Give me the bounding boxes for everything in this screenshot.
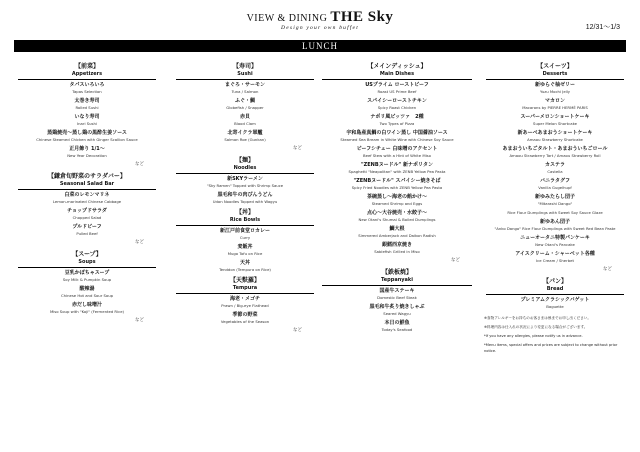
item-name-jp: マカロン bbox=[544, 98, 565, 104]
item-name-en: Steamed Sea Bream in White Wine with Chinese Soy Sauce bbox=[340, 137, 454, 142]
section-title: 【鎌倉旬野菜のサラダバー】 bbox=[48, 173, 126, 180]
logo-main: THE Sky bbox=[330, 9, 394, 25]
etc-label: など bbox=[293, 146, 302, 151]
menu-item bbox=[480, 194, 630, 206]
item-name-en: Soy Milk & Pumpkin Soup bbox=[62, 277, 112, 282]
menu-item bbox=[170, 260, 320, 272]
item-name-jp: 海老・メゴチ bbox=[229, 296, 260, 302]
menu-item bbox=[316, 162, 478, 174]
item-name-en: Seared Wagyu bbox=[383, 311, 411, 316]
section-divider bbox=[486, 294, 624, 295]
menu-section bbox=[170, 209, 320, 272]
section-title: 【丼】 bbox=[235, 209, 254, 216]
item-name-en: Steamed Shrimp and Eggs bbox=[371, 201, 423, 206]
item-name-en: Mugo Tofu on Rice bbox=[227, 251, 263, 256]
item-name-jp: 太巻き寿司 bbox=[74, 98, 100, 104]
item-name-en: Tapas Selection bbox=[72, 89, 102, 94]
item-name-en: Spicy Fried Noodles with ZENB Yellow Pea Pasta bbox=[351, 185, 443, 190]
item-name-en: "Sky Ramen" Topped with Shrimp Sauce bbox=[206, 183, 284, 188]
logo-tagline: Design your own buffet bbox=[281, 25, 359, 31]
item-name-en: Domestic Beef Steak bbox=[377, 295, 417, 300]
menu-column-2 bbox=[170, 60, 320, 339]
item-name-jp: 新江戸前食堂ロカレー bbox=[219, 228, 270, 234]
etc-label: など bbox=[293, 328, 302, 333]
item-name-en: New Otani's Pancake bbox=[535, 242, 575, 247]
menu-section bbox=[480, 278, 630, 309]
item-name-jp: 新あーべあまおうショートケーキ bbox=[517, 130, 593, 136]
item-name-en: Amaou Strawberry Shortcake bbox=[527, 137, 583, 142]
item-name-en: Udon Noodles Topped with Wagyu bbox=[212, 199, 278, 204]
section-title: 【天麩羅】 bbox=[229, 277, 260, 284]
menu-item bbox=[480, 210, 630, 215]
menu-item bbox=[480, 251, 630, 263]
item-name-en: New Year Decoration bbox=[67, 153, 107, 158]
section-divider bbox=[322, 79, 472, 80]
menu-item bbox=[170, 312, 320, 324]
menu-item bbox=[170, 244, 320, 256]
section-divider bbox=[176, 293, 314, 294]
menu-section bbox=[480, 63, 630, 273]
menu-item bbox=[12, 146, 162, 158]
item-name-en: Ice Cream / Sherbet bbox=[536, 258, 574, 263]
section-title: 【パン】 bbox=[542, 278, 567, 285]
section-divider bbox=[18, 79, 156, 80]
item-name-en: Two Types of Pizza bbox=[379, 121, 415, 126]
menu-item bbox=[12, 192, 162, 204]
item-name-en: Spaghetti "Neapolitan" with ZENB Yellow Pea Pasta bbox=[348, 169, 446, 174]
menu-item bbox=[316, 242, 478, 254]
item-name-en: Vegetables of the Season bbox=[220, 319, 270, 324]
menu-item bbox=[170, 176, 320, 188]
menu-item bbox=[316, 82, 478, 94]
section-subtitle: Soups bbox=[78, 259, 96, 265]
item-name-en: Macarons by PIERRE HERMÉ PARIS bbox=[522, 105, 588, 110]
section-title: 【スープ】 bbox=[72, 251, 102, 258]
date-range: 12/31～1/3 bbox=[585, 24, 620, 31]
item-name-en: Roast US Prime Beef bbox=[377, 89, 417, 94]
item-name-jp: ナポリ風ピッツァ 2種 bbox=[370, 114, 424, 120]
item-name-en: Castella bbox=[547, 169, 563, 174]
menu-item bbox=[480, 82, 630, 94]
etc-label: など bbox=[135, 240, 144, 245]
menu-item bbox=[316, 320, 478, 332]
menu-item bbox=[316, 114, 478, 126]
section-subtitle: Rice Bowls bbox=[229, 217, 261, 223]
item-name-en: Lemon-marinated Chinese Cabbage bbox=[52, 199, 122, 204]
section-title: 【鉄板焼】 bbox=[381, 269, 412, 276]
menu-section bbox=[316, 63, 478, 264]
menu-item bbox=[170, 228, 320, 240]
section-title: 【メインディッシュ】 bbox=[367, 63, 427, 70]
restaurant-logo bbox=[230, 9, 410, 31]
lunch-banner: LUNCH bbox=[14, 40, 626, 52]
item-name-jp: ふぐ・鯛 bbox=[234, 98, 255, 104]
menu-item bbox=[480, 130, 630, 142]
item-name-jp: スパイシーローストチキン bbox=[367, 98, 427, 104]
item-name-jp: 北寄イクラ軍艦 bbox=[227, 130, 263, 136]
item-name-jp: まぐろ・サーモン bbox=[224, 82, 265, 88]
item-name-en: Chopped Salad bbox=[72, 215, 102, 220]
menu-section bbox=[316, 269, 478, 332]
section-subtitle: Desserts bbox=[542, 71, 568, 77]
item-name-en: Super Melon Shortcake bbox=[533, 121, 577, 126]
menu-item bbox=[170, 130, 320, 142]
item-name-jp: "ZENBヌードル" 新ナポリタン bbox=[361, 162, 433, 168]
item-name-jp: 季節の野菜 bbox=[232, 312, 258, 318]
item-name-en: Beef Stew with a Hint of White Miso bbox=[363, 153, 431, 158]
item-name-jp: 宇和島産真鯛の白ワイン蒸し 中国醤油ソース bbox=[346, 130, 448, 136]
section-divider bbox=[176, 173, 314, 174]
menu-item bbox=[12, 270, 162, 282]
menu-item bbox=[316, 98, 478, 110]
item-name-en: Blood Clam bbox=[234, 121, 256, 126]
menu-section bbox=[12, 251, 162, 324]
item-name-jp: 国産牛ステーキ bbox=[379, 288, 415, 294]
logo-prefix: VIEW & DINING bbox=[246, 13, 328, 24]
section-subtitle: Main Dishes bbox=[379, 71, 415, 77]
item-name-jp: あまおういちごタルト・あまおういちごロール bbox=[502, 146, 608, 152]
menu-item bbox=[316, 288, 478, 300]
etc-label: など bbox=[135, 318, 144, 323]
menu-section bbox=[170, 63, 320, 152]
section-subtitle: Tempura bbox=[232, 285, 258, 291]
section-title: 【前菜】 bbox=[74, 63, 99, 70]
menu-item bbox=[170, 82, 320, 94]
item-name-en: Tuna / Salmon bbox=[231, 89, 259, 94]
item-name-jp: バニラタグフ bbox=[540, 178, 570, 184]
menu-item bbox=[12, 82, 162, 94]
item-name-en: Baguette bbox=[546, 304, 564, 309]
etc-label: など bbox=[451, 258, 460, 263]
menu-item bbox=[12, 130, 162, 142]
item-name-jp: スーパーメロンショートケーキ bbox=[520, 114, 590, 120]
etc-label: など bbox=[603, 267, 612, 272]
menu-item bbox=[316, 304, 478, 316]
item-name-jp: "ZENBヌードル" スパイシー焼きそば bbox=[353, 178, 441, 184]
item-name-en: "Anko Dango" Rice Flour Dumplings with Sweet Red Bean Paste bbox=[494, 226, 616, 231]
menu-item bbox=[480, 114, 630, 126]
section-subtitle: Sushi bbox=[237, 71, 253, 77]
item-name-en: Salmon Roe (Gunkan) bbox=[224, 137, 266, 142]
item-name-jp: 蒸鶏焼売～蒸し鶏の黒酢生姜ソース bbox=[47, 130, 127, 136]
item-name-en: Miso Soup with "Koji" (Fermented Rice) bbox=[49, 309, 125, 314]
item-name-jp: プレミアムクラシックバゲット bbox=[520, 297, 590, 303]
menu-item bbox=[480, 146, 630, 158]
item-name-en: Rolled Sushi bbox=[75, 105, 99, 110]
item-name-jp: 赤貝 bbox=[239, 114, 250, 120]
etc-label: など bbox=[135, 162, 144, 167]
section-subtitle: Appetizers bbox=[71, 71, 103, 77]
menu-item bbox=[480, 162, 630, 174]
section-divider bbox=[18, 189, 156, 190]
menu-column-3 bbox=[316, 60, 478, 337]
section-subtitle: Bread bbox=[546, 286, 564, 292]
menu-item bbox=[480, 297, 630, 309]
menu-item bbox=[12, 302, 162, 314]
section-divider bbox=[486, 79, 624, 80]
menu-column-1 bbox=[12, 60, 162, 329]
item-name-jp: USプライム ローストビーフ bbox=[365, 82, 429, 88]
item-name-jp: 銀鱈西京焼き bbox=[381, 242, 412, 248]
item-name-jp: 赤だし味噌汁 bbox=[71, 302, 102, 308]
item-name-jp: ビーフシチュー 白味噌のアクセント bbox=[356, 146, 438, 152]
section-divider bbox=[322, 285, 472, 286]
item-name-en: Vanilla Gugelhupf bbox=[538, 185, 572, 190]
item-name-en: Chinese Steamed Chicken with Ginger Scallion Sauce bbox=[36, 137, 138, 142]
menu-item bbox=[12, 208, 162, 220]
item-name-en: Sablefish Grilled in Miso bbox=[374, 249, 420, 254]
item-name-jp: 鰤大根 bbox=[389, 226, 405, 232]
menu-item bbox=[12, 98, 162, 110]
item-name-jp: 正月飾り 1/1～ bbox=[69, 146, 105, 152]
item-name-jp: 白菜のレモンマリネ bbox=[64, 192, 110, 198]
menu-item bbox=[12, 286, 162, 298]
menu-section bbox=[12, 63, 162, 168]
section-title: 【寿司】 bbox=[232, 63, 257, 70]
allergy-notes bbox=[480, 315, 630, 354]
item-name-jp: 黒毛和牛炙り焼きしゃぶ bbox=[369, 304, 425, 310]
item-name-en: Chinese Hot and Sour Soup bbox=[60, 293, 114, 298]
item-name-jp: 点心～大谷焼売・水餃子～ bbox=[366, 210, 427, 216]
menu-item bbox=[316, 178, 478, 190]
menu-section bbox=[12, 173, 162, 246]
section-subtitle: Noodles bbox=[233, 165, 257, 171]
item-name-en: Globefish / Snapper bbox=[226, 105, 264, 110]
menu-item bbox=[316, 130, 478, 142]
menu-item bbox=[480, 178, 630, 190]
menu-column-4 bbox=[480, 60, 630, 357]
item-name-jp: チョップドサラダ bbox=[67, 208, 107, 214]
menu-item bbox=[316, 210, 478, 222]
item-name-en: Amaou Strawberry Tart / Amaou Strawberry Roll bbox=[509, 153, 601, 158]
item-name-jp: アイスクリーム・シャーベット各種 bbox=[515, 251, 595, 257]
item-name-jp: 豆乳かぼちゃスープ bbox=[64, 270, 110, 276]
item-name-en: Inari Sushi bbox=[77, 121, 97, 126]
section-title: 【麺】 bbox=[235, 157, 254, 164]
item-name-en: "Mitarashi Dango" bbox=[537, 201, 573, 206]
item-name-jp: 麦飯丼 bbox=[237, 244, 253, 250]
section-divider bbox=[18, 267, 156, 268]
menu-item bbox=[316, 146, 478, 158]
item-name-en: Rice Flour Dumplings with Sweet Soy Sauce Glaze bbox=[507, 210, 603, 215]
item-name-en: Yuzu Mochi Jelly bbox=[539, 89, 571, 94]
note-line: ※料理内容は仕入れの状況により変更になる場合がございます。 bbox=[484, 325, 588, 329]
menu-item bbox=[170, 192, 320, 204]
item-name-jp: 新ゆらぐ柚ゼリー bbox=[534, 82, 575, 88]
item-name-jp: 本日の鮮魚 bbox=[384, 320, 410, 326]
menu-item bbox=[170, 98, 320, 110]
item-name-en: Today's Seafood bbox=[381, 327, 413, 332]
menu-item bbox=[316, 194, 478, 206]
section-divider bbox=[176, 79, 314, 80]
menu-item bbox=[170, 114, 320, 126]
section-title: 【スイーツ】 bbox=[537, 63, 573, 70]
item-name-en: Spicy Roast Chicken bbox=[377, 105, 417, 110]
item-name-jp: カステラ bbox=[545, 162, 565, 168]
item-name-en: Simmered Amberjack and Daikon Radish bbox=[358, 233, 436, 238]
item-name-jp: タパスいろいろ bbox=[69, 82, 105, 88]
menu-item bbox=[480, 235, 630, 247]
note-line: ※食物アレルギーをお持ちのお客さまは係までお申し出ください。 bbox=[484, 316, 591, 320]
note-line: *Menu items, special offers and prices are subject to change without prior notice. bbox=[484, 343, 618, 353]
item-name-jp: 黒毛和牛の肉ぴんうどん bbox=[217, 192, 273, 198]
menu-item bbox=[316, 226, 478, 238]
item-name-jp: プルドビーフ bbox=[72, 224, 102, 230]
menu-section bbox=[170, 157, 320, 204]
item-name-jp: いなり寿司 bbox=[74, 114, 100, 120]
menu-item bbox=[12, 114, 162, 126]
item-name-jp: ニューオータニ特製パンケーキ bbox=[520, 235, 590, 241]
menu-item bbox=[480, 98, 630, 110]
section-divider bbox=[176, 225, 314, 226]
menu-item bbox=[12, 224, 162, 236]
section-subtitle: Seasonal Salad Bar bbox=[59, 181, 115, 187]
section-subtitle: Teppanyaki bbox=[381, 277, 413, 283]
item-name-en: Pulled Beef bbox=[76, 231, 98, 236]
item-name-jp: 新SKYラーメン bbox=[227, 176, 263, 182]
item-name-jp: 酸辣湯 bbox=[79, 286, 95, 292]
item-name-jp: 新ゆみたらし団子 bbox=[534, 194, 575, 200]
item-name-en: Curry bbox=[239, 235, 251, 240]
menu-item bbox=[170, 296, 320, 308]
note-line: *If you have any allergies, please notify us in advance. bbox=[484, 334, 583, 338]
item-name-en: Prawn / Big-eye Flathead bbox=[221, 303, 269, 308]
item-name-jp: 茶碗蒸し～海老の餡かけ～ bbox=[366, 194, 427, 200]
item-name-jp: 天丼 bbox=[239, 260, 250, 266]
menu-section bbox=[170, 277, 320, 334]
item-name-en: New Otani's Shumai & Boiled Dumplings bbox=[358, 217, 436, 222]
item-name-en: Tenddon (Tempura on Rice) bbox=[219, 267, 271, 272]
menu-item bbox=[480, 219, 630, 231]
item-name-jp: 新ゆあん団子 bbox=[539, 219, 570, 225]
